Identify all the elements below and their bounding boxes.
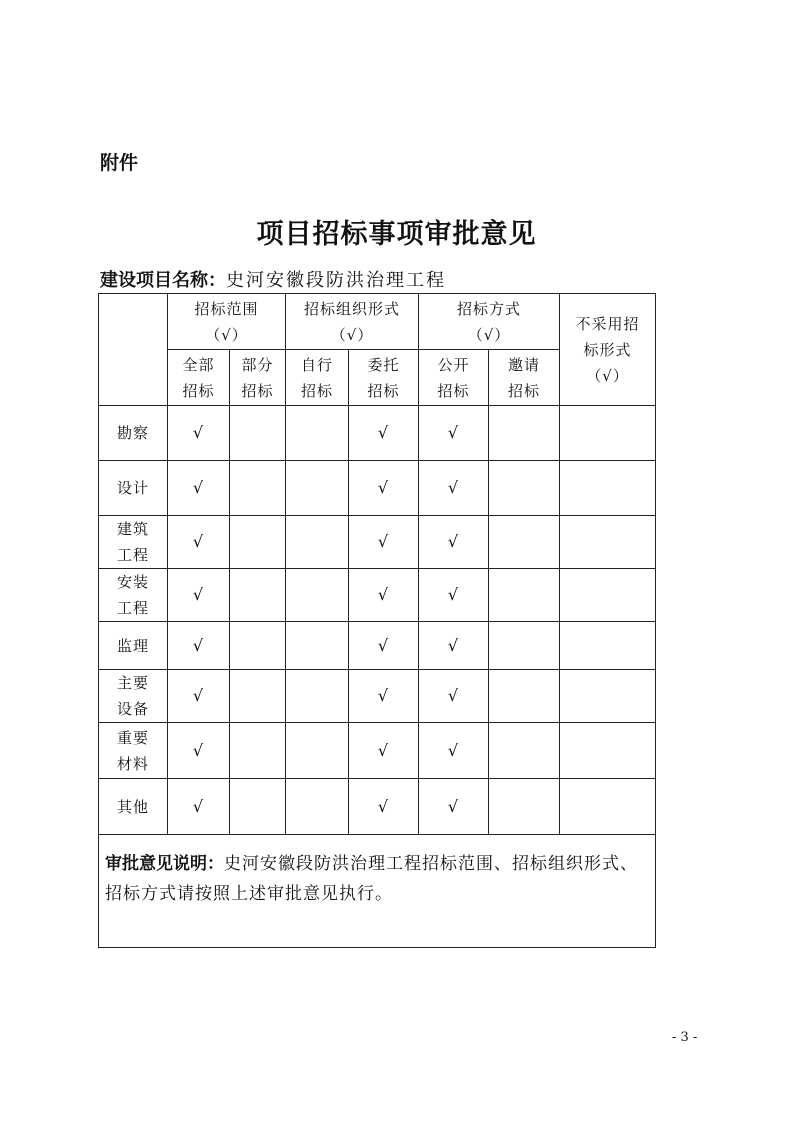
table-row [99,779,656,835]
row-label-line: 设备 [116,700,149,718]
project-name-value: 史河安徽段防洪治理工程 [226,270,446,291]
header-full-tender [168,350,230,406]
row-label-line: 其他 [116,797,149,816]
check-cell: √ [419,516,489,569]
check-cell: √ [419,723,489,779]
check-cell [560,622,656,670]
approval-note-text: 史河安徽段防洪治理工程招标范围、招标组织形式、招标方式请按照上述审批意见执行。 [105,854,638,904]
header-no-tender-line2: 标形式 [583,340,632,359]
row-label-line: 重要 [116,728,149,747]
header-method [419,294,560,350]
project-name-label: 建设项目名称： [100,270,226,291]
check-cell: √ [349,516,419,569]
check-cell: √ [168,779,230,835]
check-cell [230,723,286,779]
header-method-check: （√） [467,325,511,344]
row-label-line: 工程 [116,546,149,564]
header-scope-check: （√） [205,325,248,344]
header-no-tender-check: （√） [586,366,629,385]
row-label-line: 设计 [116,479,149,497]
document-title: 项目招标事项审批意见 [256,219,537,250]
check-cell: √ [168,569,230,622]
check-cell [489,516,560,569]
attachment-label: 附件 [100,152,139,174]
header-entrusted-line2: 招标 [367,381,400,400]
check-cell [230,622,286,670]
check-cell: √ [349,779,419,835]
table-row [99,723,656,779]
header-self-line2: 招标 [301,381,334,400]
check-cell [286,723,349,779]
check-cell [560,406,656,461]
row-label-line: 监理 [116,636,149,655]
header-entrusted-tender [349,350,419,406]
project-name-line [100,266,446,292]
check-cell: √ [349,622,419,670]
check-cell: √ [349,406,419,461]
check-cell: √ [168,670,230,723]
row-label-line: 材料 [116,754,149,773]
check-cell: √ [349,461,419,516]
header-invited-line1: 邀请 [508,355,541,374]
row-label [99,670,168,723]
header-organization-check: （√） [330,325,374,344]
row-label-line: 勘察 [116,424,149,442]
header-open-line2: 招标 [437,381,470,400]
header-organization-title: 招标组织形式 [304,299,401,318]
row-label-line: 安装 [116,573,149,591]
check-cell [489,406,560,461]
header-open-tender [419,350,489,406]
check-cell [286,406,349,461]
check-cell [489,670,560,723]
header-no-tender [560,294,656,406]
header-invited-tender [489,350,560,406]
row-label [99,569,168,622]
header-no-tender-line1: 不采用招 [575,314,640,333]
check-cell [560,516,656,569]
table-row [99,670,656,723]
check-cell: √ [168,723,230,779]
header-full-line2: 招标 [182,381,215,400]
check-cell [489,779,560,835]
check-cell [230,516,286,569]
table-row [99,569,656,622]
check-cell: √ [349,569,419,622]
check-cell [286,461,349,516]
approval-table [98,293,656,948]
row-label [99,406,168,461]
check-cell [560,461,656,516]
check-cell [230,569,286,622]
check-cell: √ [349,723,419,779]
header-organization [286,294,419,350]
row-label-line: 主要 [116,674,149,692]
approval-note-label: 审批意见说明： [105,854,224,874]
check-cell [560,723,656,779]
check-cell [286,779,349,835]
table-row [99,516,656,569]
header-scope-title: 招标范围 [194,299,259,318]
row-label [99,461,168,516]
row-label-line: 建筑 [116,520,149,538]
header-open-line1: 公开 [437,355,470,374]
check-cell: √ [168,406,230,461]
row-label [99,779,168,835]
page-number: - 3 - [672,1030,698,1045]
check-cell [489,622,560,670]
row-label [99,622,168,670]
table-row [99,461,656,516]
header-partial-tender [230,350,286,406]
header-full-line1: 全部 [182,355,215,374]
check-cell [489,461,560,516]
approval-note [99,835,656,948]
check-cell [560,670,656,723]
check-cell: √ [168,622,230,670]
row-label [99,516,168,569]
header-self-line1: 自行 [301,355,334,374]
table-row [99,622,656,670]
check-cell: √ [419,670,489,723]
header-entrusted-line1: 委托 [367,355,400,374]
check-cell [230,779,286,835]
header-corner-cell [99,294,168,406]
header-self-tender [286,350,349,406]
check-cell [230,406,286,461]
check-cell [286,569,349,622]
check-cell: √ [349,670,419,723]
check-cell: √ [419,569,489,622]
check-cell: √ [419,406,489,461]
row-label [99,723,168,779]
check-cell [230,461,286,516]
table-row [99,406,656,461]
check-cell [286,622,349,670]
check-cell [489,723,560,779]
header-partial-line2: 招标 [241,381,274,400]
header-invited-line2: 招标 [508,381,541,400]
header-scope [168,294,286,350]
check-cell [230,670,286,723]
check-cell: √ [168,516,230,569]
header-partial-line1: 部分 [241,355,274,374]
check-cell: √ [168,461,230,516]
check-cell [560,569,656,622]
row-label-line: 工程 [116,599,149,617]
check-cell [286,670,349,723]
check-cell [489,569,560,622]
check-cell: √ [419,622,489,670]
check-cell: √ [419,461,489,516]
check-cell: √ [419,779,489,835]
check-cell [560,779,656,835]
header-method-title: 招标方式 [457,299,522,318]
check-cell [286,516,349,569]
